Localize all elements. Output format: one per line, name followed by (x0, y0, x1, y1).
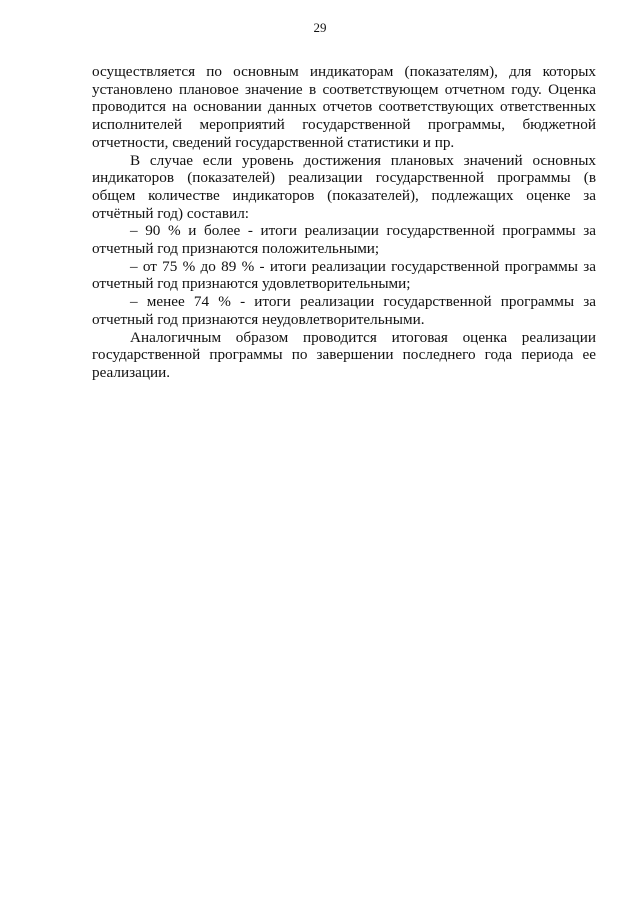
list-item-positive: – 90 % и более - итоги реализации государственной программы за отчетный год признаются положительными; (92, 222, 596, 258)
document-body (92, 63, 596, 382)
paragraph-final-evaluation: Аналогичным образом проводится итоговая оценка реализации государственной программы по завершении последнего года периода ее реализации. (92, 328, 596, 381)
list-item-unsatisfactory: – менее 74 % - итоги реализации государственной программы за отчетный год признаются неудовлетворительными. (92, 293, 596, 328)
list-item-satisfactory: – от 75 % до 89 % - итоги реализации государственной программы за отчетный год признаются удовлетворительными; (92, 257, 596, 293)
paragraph-achievement-level: В случае если уровень достижения плановых значений основных индикаторов (показателей) реализации государственной программы (в общем количестве индикаторов (показателей), подлежащих оценке за отчётный год) составил: (92, 151, 596, 222)
paragraph-evaluation-basis: осуществляется по основным индикаторам (показателям), для которых установлено плановое значение в соответствующем отчетном году. Оценка проводится на основании данных отчетов соответствующих ответственных исполнителей мероприятий государственной программы, бюджетной отчетности, сведений государственной статистики и пр. (92, 63, 596, 151)
page-number: 29 (313, 20, 327, 35)
